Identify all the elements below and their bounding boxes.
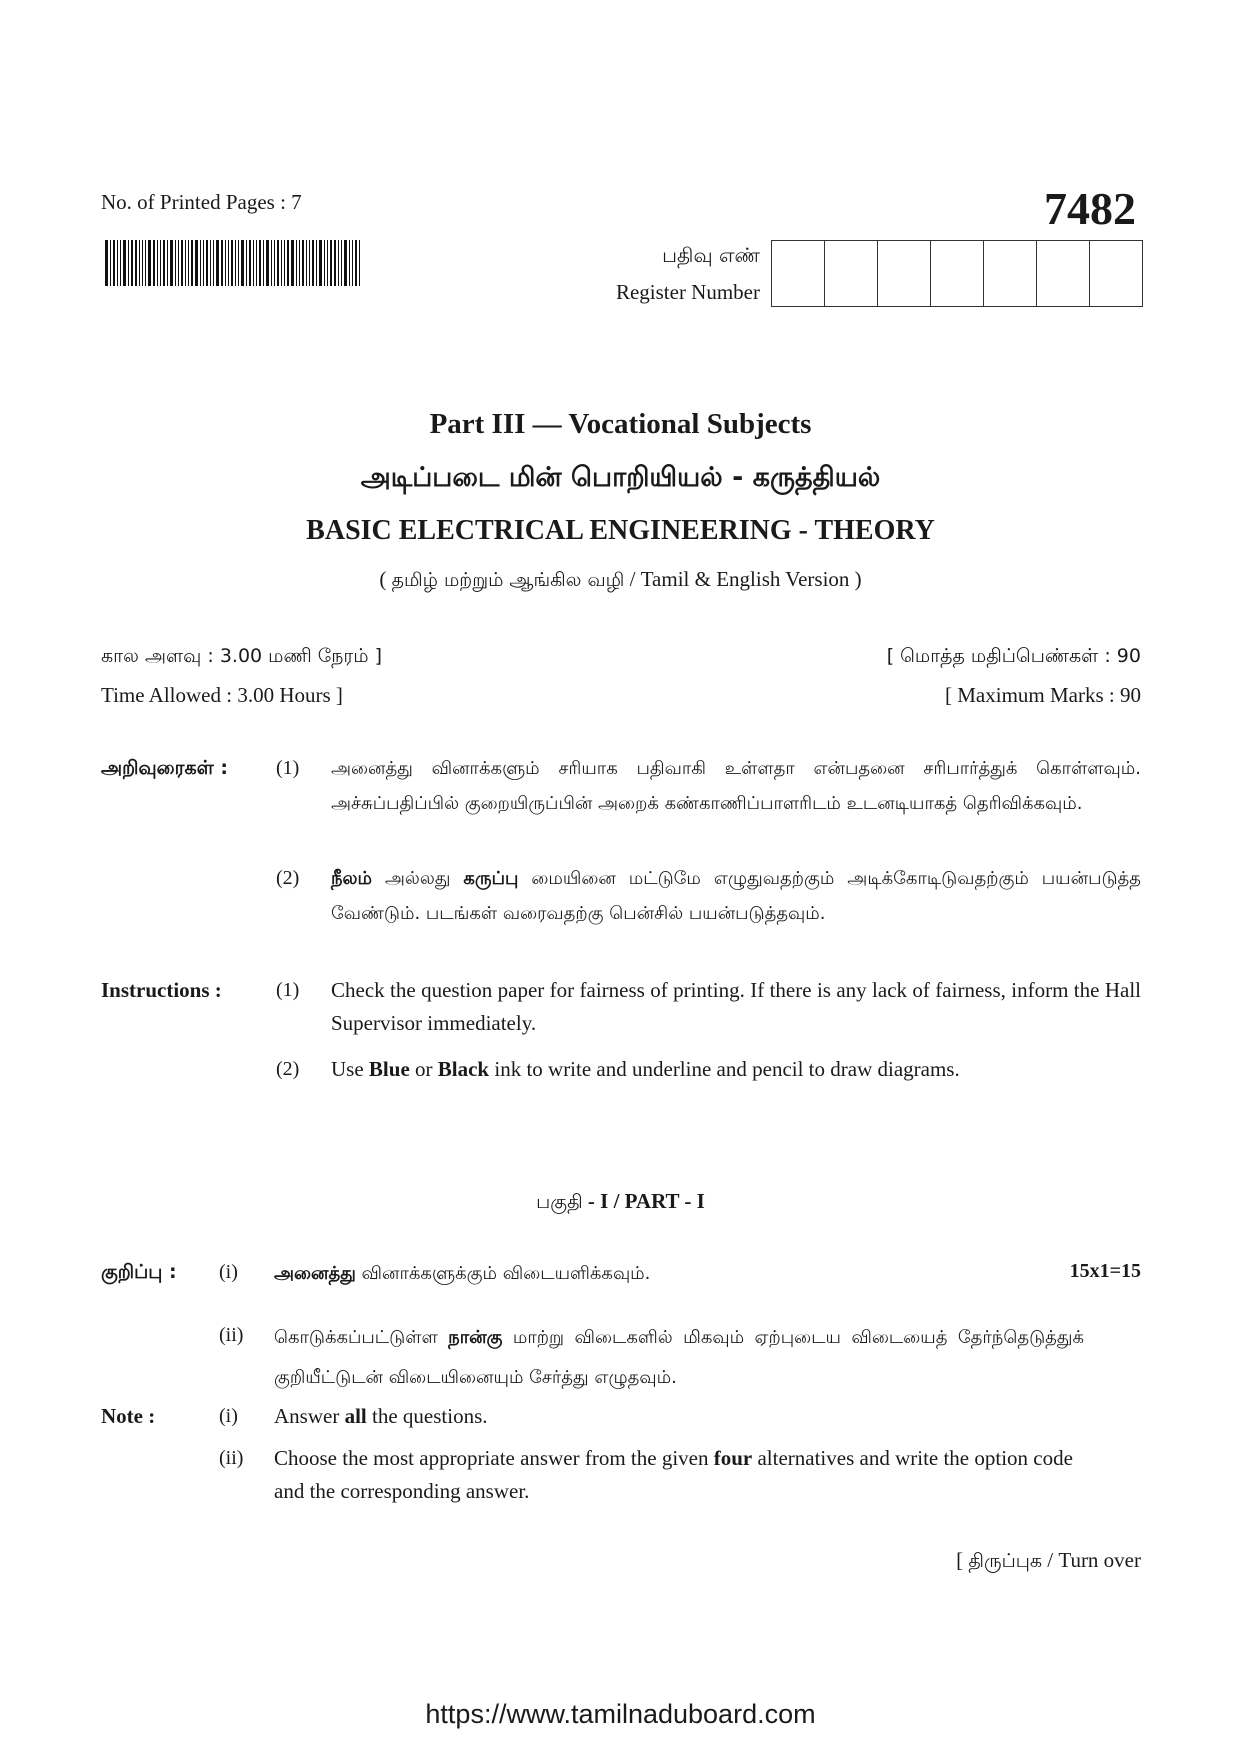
barcode-bar xyxy=(117,240,118,286)
text-span: கொடுக்கப்பட்டுள்ள xyxy=(274,1327,449,1348)
barcode-bar xyxy=(148,240,151,286)
barcode-bar xyxy=(238,240,239,286)
source-url[interactable]: https://www.tamilnaduboard.com xyxy=(425,1699,816,1729)
barcode-bar xyxy=(359,240,360,286)
register-number-boxes xyxy=(771,240,1143,307)
barcode-bar xyxy=(213,240,214,286)
barcode-bar xyxy=(225,240,226,286)
medium-version xyxy=(0,567,1241,594)
barcode-bar xyxy=(210,240,211,286)
barcode-bar xyxy=(157,240,158,286)
barcode-bar xyxy=(309,240,310,286)
barcode-bar xyxy=(160,240,161,286)
ink-blue: Blue xyxy=(368,1057,410,1081)
barcode-bar xyxy=(142,240,143,286)
barcode-bar xyxy=(287,240,289,286)
barcode-bar xyxy=(188,240,189,286)
barcode-bar xyxy=(178,240,179,286)
barcode-bar xyxy=(221,240,223,286)
text-span: அல்லது xyxy=(371,868,464,889)
turn-over-tamil: திருப்புக xyxy=(968,1550,1043,1572)
barcode-bar xyxy=(123,240,126,286)
barcode-bar xyxy=(341,240,342,286)
barcode-bar xyxy=(296,240,297,286)
barcode-bar xyxy=(355,240,357,286)
register-digit-box xyxy=(1090,241,1142,306)
barcode-bar xyxy=(181,240,183,286)
ink-black: Black xyxy=(437,1057,490,1081)
barcode-bar xyxy=(316,240,317,286)
instruction-tamil-2 xyxy=(331,861,1141,931)
barcode-bar xyxy=(235,240,236,286)
text-span: மையினை மட்டுமே எழுதுவதற்கும் அடிக்கோடிடுவதற்கும் பயன்படுத்த வேண்டும். படங்கள் வரைவதற்கு பென்சில் பயன்படுத்தவும். xyxy=(331,868,1141,924)
barcode-bar xyxy=(231,240,233,286)
register-digit-box xyxy=(878,241,931,306)
barcode-bar xyxy=(274,240,275,286)
register-digit-box xyxy=(772,241,825,306)
barcode-bar xyxy=(253,240,254,286)
barcode-bar xyxy=(228,240,229,286)
note-number: (i) xyxy=(219,1405,238,1427)
maximum-marks: [ Maximum Marks : 90 xyxy=(945,683,1141,707)
barcode-bar xyxy=(105,240,108,286)
ink-black-tamil: கருப்பு xyxy=(463,868,519,889)
turn-over xyxy=(956,1548,1141,1575)
barcode-bar xyxy=(195,240,198,286)
register-digit-box xyxy=(984,241,1037,306)
barcode-bar xyxy=(175,240,176,286)
note-tamil-1 xyxy=(274,1256,650,1291)
barcode-bar xyxy=(259,240,261,286)
text-span: or xyxy=(409,1057,438,1081)
barcode-bar xyxy=(291,240,294,286)
barcode-bar xyxy=(327,240,328,286)
text-span: ink to write and underline and pencil to draw diagrams. xyxy=(489,1057,960,1081)
register-digit-box xyxy=(931,241,984,306)
barcode-bar xyxy=(110,240,111,286)
barcode-bar xyxy=(113,240,115,286)
register-number-label-tamil: பதிவு எண் xyxy=(662,243,760,267)
barcode-bar xyxy=(206,240,208,286)
part-title: Part III — Vocational Subjects xyxy=(429,408,812,440)
marks-scheme: 15x1=15 xyxy=(1069,1260,1141,1282)
part-i-heading xyxy=(0,1189,1241,1216)
barcode-bar xyxy=(263,240,264,286)
barcode-bar xyxy=(135,240,137,286)
all-bold: all xyxy=(344,1404,367,1428)
text-span: the questions. xyxy=(366,1404,488,1428)
barcode-bar xyxy=(249,240,251,286)
version-english: / Tamil & English Version ) xyxy=(624,567,862,591)
barcode-bar xyxy=(344,240,347,286)
text-span: alternatives and write the option code and the corresponding answer. xyxy=(274,1446,1073,1503)
barcode-image xyxy=(105,240,383,286)
barcode-bar xyxy=(145,240,146,286)
subject-title-tamil: அடிப்படை மின் பொறியியல் - கருத்தியல் xyxy=(360,462,881,493)
barcode-bar xyxy=(319,240,322,286)
text-span: Answer xyxy=(274,1404,345,1428)
instruction-number: (2) xyxy=(276,867,300,889)
barcode-bar xyxy=(256,240,257,286)
barcode-bar xyxy=(170,240,173,286)
turn-over-english: / Turn over xyxy=(1042,1548,1141,1572)
instruction-number: (2) xyxy=(276,1058,300,1080)
barcode-bar xyxy=(334,240,336,286)
note-english-1 xyxy=(274,1400,488,1433)
turn-over-open: [ xyxy=(956,1548,969,1572)
instruction-number: (1) xyxy=(276,757,300,779)
barcode-bar xyxy=(349,240,350,286)
text-span: Use xyxy=(331,1057,369,1081)
barcode-bar xyxy=(191,240,193,286)
instruction-tamil-1: அனைத்து வினாக்களும் சரியாக பதிவாகி உள்ளதா என்பதனை சரிபார்த்துக் கொள்ளவும். அச்சுப்பதிப்பில் குறையிருப்பின் அறைக் கண்காணிப்பாளரிடம் உடனடியாகத் தெரிவிக்கவும். xyxy=(331,758,1141,814)
text-span: Choose the most appropriate answer from the given xyxy=(274,1446,714,1470)
register-number-label: Register Number xyxy=(615,280,760,304)
note-label: Note : xyxy=(101,1404,156,1428)
ink-blue-tamil: நீலம் xyxy=(331,868,372,889)
four-bold-tamil: நான்கு xyxy=(448,1327,503,1348)
note-english-2 xyxy=(274,1442,1084,1508)
barcode-bar xyxy=(271,240,272,286)
four-bold: four xyxy=(713,1446,753,1470)
note-label-tamil: குறிப்பு : xyxy=(101,1261,177,1283)
printed-pages-count: No. of Printed Pages : 7 xyxy=(101,190,302,214)
maximum-marks-tamil: [ மொத்த மதிப்பெண்கள் : 90 xyxy=(886,645,1141,667)
all-bold-tamil: அனைத்து xyxy=(274,1263,356,1284)
part-i-heading-tamil: பகுதி xyxy=(536,1191,583,1213)
barcode-bar xyxy=(338,240,339,286)
instruction-english-2 xyxy=(331,1053,1141,1086)
barcode-bar xyxy=(216,240,219,286)
barcode-bar xyxy=(120,240,121,286)
version-tamil: தமிழ் மற்றும் ஆங்கில வழி xyxy=(391,569,625,591)
barcode-bar xyxy=(203,240,204,286)
part-i-heading-english: - I / PART - I xyxy=(582,1189,705,1213)
barcode-bar xyxy=(139,240,140,286)
barcode-bar xyxy=(246,240,247,286)
barcode-bar xyxy=(330,240,332,286)
barcode-bar xyxy=(131,240,133,286)
barcode-bar xyxy=(128,240,129,286)
note-number: (ii) xyxy=(219,1447,244,1469)
barcode-bar xyxy=(167,240,168,286)
barcode-bar xyxy=(277,240,279,286)
barcode-bar xyxy=(266,240,269,286)
note-tamil-2 xyxy=(274,1318,1084,1398)
instructions-label: Instructions : xyxy=(101,978,222,1002)
barcode-bar xyxy=(306,240,307,286)
barcode-bar xyxy=(324,240,325,286)
register-digit-box xyxy=(825,241,878,306)
barcode-bar xyxy=(284,240,285,286)
barcode-bar xyxy=(302,240,304,286)
instruction-english-1: Check the question paper for fairness of printing. If there is any lack of fairness, inform the Hall Supervisor immediately. xyxy=(331,978,1141,1035)
note-number: (ii) xyxy=(219,1324,244,1346)
version-open: ( xyxy=(379,567,392,591)
barcode-bar xyxy=(185,240,186,286)
barcode-bar xyxy=(241,240,244,286)
time-allowed: Time Allowed : 3.00 Hours ] xyxy=(101,683,343,707)
text-span: மாற்று விடைகளில் மிகவும் ஏற்புடைய விடையைத் தேர்ந்தெடுத்துக் குறியீட்டுடன் விடையினையும் சேர்த்து எழுதவும். xyxy=(274,1327,1084,1388)
barcode-bar xyxy=(153,240,155,286)
subject-title: BASIC ELECTRICAL ENGINEERING - THEORY xyxy=(306,515,935,546)
barcode-bar xyxy=(200,240,201,286)
time-allowed-tamil: கால அளவு : 3.00 மணி நேரம் ] xyxy=(101,645,382,667)
instruction-number: (1) xyxy=(276,979,300,1001)
barcode-bar xyxy=(299,240,300,286)
barcode-bar xyxy=(163,240,165,286)
instructions-label-tamil: அறிவுரைகள் : xyxy=(101,757,228,779)
paper-code: 7482 xyxy=(1044,183,1136,234)
text-span: வினாக்களுக்கும் விடையளிக்கவும். xyxy=(355,1263,651,1284)
barcode-bar xyxy=(312,240,314,286)
note-number: (i) xyxy=(219,1261,238,1283)
barcode-bar xyxy=(352,240,353,286)
register-digit-box xyxy=(1037,241,1090,306)
barcode-bar xyxy=(281,240,282,286)
